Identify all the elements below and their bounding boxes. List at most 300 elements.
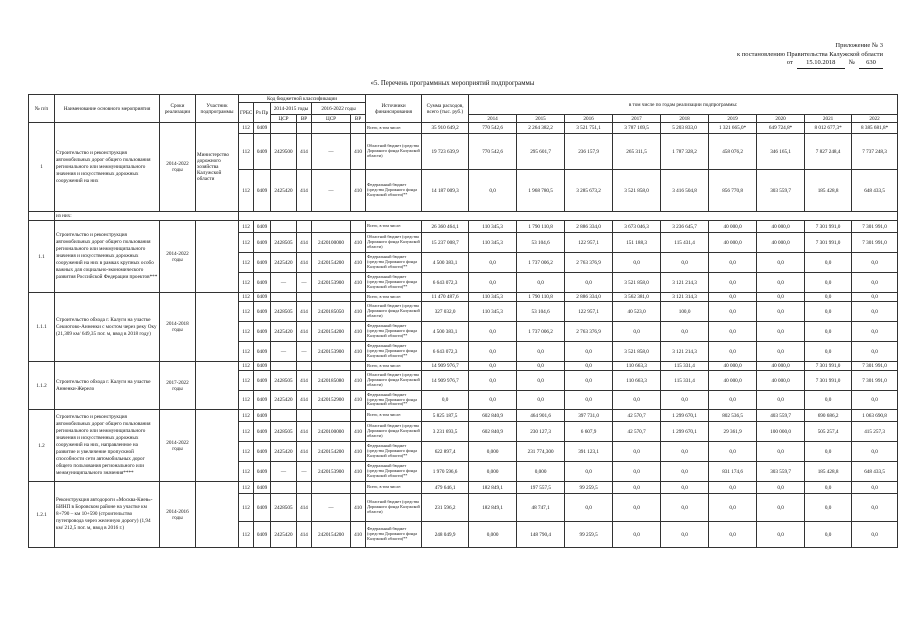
year-value-2015: 231 774,300 — [517, 442, 565, 462]
year-value-2016: 0,0 — [565, 462, 613, 482]
rzpr-code: 0409 — [254, 462, 271, 482]
table-row — [29, 362, 898, 371]
rzpr-code: 0409 — [254, 273, 271, 293]
vr-2016-2022: 410 — [351, 522, 366, 548]
grbs-code: 112 — [239, 422, 254, 442]
year-value-2022: 415 257,3 — [852, 422, 898, 442]
year-value-2019: 0,0 — [709, 522, 757, 548]
year-value-2014: 182 849,1 — [469, 494, 517, 522]
measure-term: 2014-2018 годы — [160, 293, 196, 362]
funding-source: Федеральный бюджет (средства Дорожного фонда Калужской области)** — [366, 522, 422, 548]
incl-row — [29, 212, 898, 221]
year-value-2020: 40 000,0 — [757, 233, 805, 253]
year-value-2020: 0,0 — [757, 302, 805, 322]
year-value-2022: 0,0 — [852, 442, 898, 462]
vr-2014-2015 — [297, 221, 312, 233]
year-value-2018: 100,0 — [661, 302, 709, 322]
year-value-2022: 0,0 — [852, 253, 898, 273]
year-value-2015: 0,0 — [517, 342, 565, 362]
year-value-2015: 148 790,4 — [517, 522, 565, 548]
total-sum: 6 643 072,3 — [422, 273, 469, 293]
year-value-2017: 0,0 — [613, 482, 661, 494]
year-value-2015: 197 557,5 — [517, 482, 565, 494]
vr-2016-2022: 410 — [351, 253, 366, 273]
decree-number: 630 — [859, 59, 883, 69]
year-value-2014: 110 345,3 — [469, 302, 517, 322]
year-value-2020: 0,0 — [757, 293, 805, 302]
year-value-2015: 2 264 382,2 — [517, 123, 565, 134]
csr-2016-2022: 2420153900 — [312, 273, 351, 293]
year-value-2018: 3 121 214,3 — [661, 342, 709, 362]
year-value-2014: 770 542,6 — [469, 134, 517, 170]
year-value-2015: 0,0 — [517, 391, 565, 410]
vr-2014-2015: 414 — [297, 391, 312, 410]
table-head — [29, 95, 898, 123]
grbs-code: 112 — [239, 134, 254, 170]
col-year-2021: 2021 — [805, 115, 852, 123]
csr-2014-2015: 2428505 — [271, 233, 297, 253]
year-value-2014: 770 542,6 — [469, 123, 517, 134]
year-value-2014: 0,0 — [469, 371, 517, 391]
year-value-2020: 403 559,7 — [757, 410, 805, 422]
grbs-code: 112 — [239, 362, 254, 371]
table-row — [29, 221, 898, 233]
rzpr-code: 0409 — [254, 494, 271, 522]
year-value-2019: 40 000,0 — [709, 221, 757, 233]
funding-source: Всего, в том числе: — [366, 221, 422, 233]
vr-2016-2022 — [351, 362, 366, 371]
year-value-2014: 110 345,3 — [469, 233, 517, 253]
grbs-code: 112 — [239, 170, 254, 212]
year-value-2015: 53 104,6 — [517, 233, 565, 253]
year-value-2022: 1 063 690,8 — [852, 410, 898, 422]
year-value-2015: 1 737 006,2 — [517, 253, 565, 273]
page-title: «5. Перечень программных мероприятий подпрограммы — [370, 80, 535, 87]
col-budget-class: Код бюджетной классификации — [239, 95, 366, 103]
year-value-2015: 0,0 — [517, 371, 565, 391]
year-value-2014: 0,0 — [469, 322, 517, 342]
rzpr-code: 0409 — [254, 422, 271, 442]
year-value-2021: 0,0 — [805, 482, 852, 494]
funding-source: Областной бюджет (средства Дорожного фонда Калужской области) — [366, 302, 422, 322]
year-value-2017: 40 523,0 — [613, 302, 661, 322]
rzpr-code: 0409 — [254, 233, 271, 253]
year-value-2016: 99 259,5 — [565, 482, 613, 494]
year-value-2018: 0,0 — [661, 494, 709, 522]
year-value-2019: 29 361,9 — [709, 422, 757, 442]
year-value-2022: 0,0 — [852, 522, 898, 548]
grbs-code: 112 — [239, 233, 254, 253]
year-value-2018: 3 121 314,3 — [661, 293, 709, 302]
year-value-2021: 0,0 — [805, 293, 852, 302]
participant-empty — [196, 221, 239, 293]
csr-2014-2015: 2425420 — [271, 391, 297, 410]
funding-source: Всего, в том числе: — [366, 482, 422, 494]
csr-2016-2022: 2420100000 — [312, 422, 351, 442]
year-value-2019: 802 536,5 — [709, 410, 757, 422]
vr-2016-2022: 410 — [351, 170, 366, 212]
year-value-2021: 0,0 — [805, 342, 852, 362]
year-value-2014: 0,0 — [469, 391, 517, 410]
grbs-code: 112 — [239, 482, 254, 494]
col-year-2018: 2018 — [661, 115, 709, 123]
year-value-2020: 303 559,7 — [757, 462, 805, 482]
vr-2016-2022 — [351, 482, 366, 494]
vr-2016-2022 — [351, 410, 366, 422]
rzpr-code: 0409 — [254, 123, 271, 134]
year-value-2016: 397 731,0 — [565, 410, 613, 422]
year-value-2014: 0,0 — [469, 362, 517, 371]
csr-2016-2022 — [312, 221, 351, 233]
year-value-2020: 0,0 — [757, 342, 805, 362]
year-value-2015: 295 601,7 — [517, 134, 565, 170]
year-value-2019: 0,0 — [709, 302, 757, 322]
rzpr-code: 0409 — [254, 302, 271, 322]
vr-2014-2015: 414 — [297, 170, 312, 212]
rzpr-code: 0409 — [254, 522, 271, 548]
funding-source: Областной бюджет (средства Дорожного фонда Калужской области) — [366, 371, 422, 391]
funding-source: Федеральный бюджет (средства Дорожного фонда Калужской области)** — [366, 442, 422, 462]
csr-2014-2015 — [271, 293, 297, 302]
col-sum: Сумма расходов, всего (тыс. руб.) — [422, 95, 469, 123]
row-number: 1.1 — [29, 221, 55, 293]
year-value-2015: 1 790 110,8 — [517, 221, 565, 233]
year-value-2016: 99 259,5 — [565, 522, 613, 548]
appendix-label: Приложение № 3 — [835, 42, 883, 49]
csr-2016-2022 — [312, 482, 351, 494]
year-value-2022: 0,0 — [852, 322, 898, 342]
vr-2014-2015: 414 — [297, 302, 312, 322]
vr-2014-2015: 414 — [297, 494, 312, 522]
rzpr-code: 0409 — [254, 482, 271, 494]
row-number: 1.2 — [29, 410, 55, 482]
csr-2014-2015 — [271, 221, 297, 233]
grbs-code: 112 — [239, 221, 254, 233]
grbs-code: 112 — [239, 442, 254, 462]
rzpr-code: 0409 — [254, 170, 271, 212]
decree-date-line — [737, 59, 883, 69]
year-value-2015: 0,0 — [517, 273, 565, 293]
total-sum: 11 470 487,6 — [422, 293, 469, 302]
funding-source: Областной бюджет (средства Дорожного фонда Калужской области) — [366, 233, 422, 253]
participant-empty — [196, 410, 239, 482]
csr-2014-2015 — [271, 362, 297, 371]
grbs-code: 112 — [239, 371, 254, 391]
total-sum: 231 596,2 — [422, 494, 469, 522]
funding-source: Федеральный бюджет (средства Дорожного фонда Калужской области)** — [366, 342, 422, 362]
vr-2014-2015 — [297, 293, 312, 302]
year-value-2021: 0,0 — [805, 391, 852, 410]
year-value-2016: 391 123,1 — [565, 442, 613, 462]
grbs-code: 112 — [239, 293, 254, 302]
year-value-2016: 0,0 — [565, 362, 613, 371]
funding-source: Федеральный бюджет (средства Дорожного фонда Калужской области)** — [366, 322, 422, 342]
csr-2016-2022: — — [312, 170, 351, 212]
year-value-2014: 110 345,3 — [469, 293, 517, 302]
csr-2014-2015: — — [271, 342, 297, 362]
year-value-2017: 0,0 — [613, 391, 661, 410]
from-label: от — [786, 59, 793, 67]
row-number: 1 — [29, 123, 55, 212]
vr-2014-2015: 414 — [297, 233, 312, 253]
csr-2016-2022: 2420152900 — [312, 391, 351, 410]
year-value-2017: 42 570,7 — [613, 422, 661, 442]
vr-2014-2015 — [297, 482, 312, 494]
funding-source: Всего, в том числе: — [366, 362, 422, 371]
year-value-2017: 151 188,3 — [613, 233, 661, 253]
measure-name: Строительство обхода г. Калуги на участке Анненки-Жерело — [55, 362, 160, 410]
year-value-2018: 115 331,4 — [661, 362, 709, 371]
vr-2014-2015 — [297, 362, 312, 371]
year-value-2014: 602 840,9 — [469, 410, 517, 422]
rzpr-code: 0409 — [254, 362, 271, 371]
year-value-2019: 0,0 — [709, 273, 757, 293]
year-value-2020: 0,0 — [757, 494, 805, 522]
year-value-2018: 3 236 645,7 — [661, 221, 709, 233]
year-value-2021: 0,0 — [805, 302, 852, 322]
vr-2014-2015: 414 — [297, 253, 312, 273]
total-sum: 1 970 596,6 — [422, 462, 469, 482]
year-value-2018: 0,0 — [661, 482, 709, 494]
year-value-2022: 0,0 — [852, 494, 898, 522]
total-sum: 4 500 383,1 — [422, 253, 469, 273]
vr-2016-2022: 410 — [351, 494, 366, 522]
measure-term: 2014-2016 годы — [160, 482, 196, 548]
vr-2016-2022: 410 — [351, 442, 366, 462]
csr-2014-2015 — [271, 123, 297, 134]
year-value-2014: 0,0 — [469, 342, 517, 362]
year-value-2020: 303 559,7 — [757, 170, 805, 212]
vr-2016-2022: 410 — [351, 422, 366, 442]
year-value-2014: 110 345,3 — [469, 221, 517, 233]
row-number: 1.1.1 — [29, 293, 55, 362]
vr-2016-2022: 410 — [351, 391, 366, 410]
grbs-code: 112 — [239, 522, 254, 548]
year-value-2021: 8 012 677,3* — [805, 123, 852, 134]
year-value-2021: 505 257,4 — [805, 422, 852, 442]
total-sum: 35 910 649,2 — [422, 123, 469, 134]
year-value-2015: 53 104,6 — [517, 302, 565, 322]
year-value-2016: 0,0 — [565, 371, 613, 391]
year-value-2019: 40 000,0 — [709, 362, 757, 371]
year-value-2017: 0,0 — [613, 522, 661, 548]
year-value-2017: 0,0 — [613, 253, 661, 273]
year-value-2022: 8 385 681,8* — [852, 123, 898, 134]
year-value-2022: 0,0 — [852, 482, 898, 494]
csr-2014-2015: — — [271, 462, 297, 482]
year-value-2020: 0,0 — [757, 322, 805, 342]
vr-2014-2015: 414 — [297, 134, 312, 170]
grbs-code: 112 — [239, 494, 254, 522]
funding-source: Федеральный бюджет (средства Дорожного фонда Калужской области)** — [366, 462, 422, 482]
year-value-2016: 2 886 334,0 — [565, 221, 613, 233]
year-value-2020: 100 000,0 — [757, 422, 805, 442]
vr-2014-2015: 414 — [297, 522, 312, 548]
year-value-2022: 0,0 — [852, 342, 898, 362]
year-value-2018: 0,0 — [661, 522, 709, 548]
funding-source: Областной бюджет (средства Дорожного фонда Калужской области) — [366, 134, 422, 170]
year-value-2021: 7 301 991,0 — [805, 371, 852, 391]
rzpr-code: 0409 — [254, 253, 271, 273]
total-sum: 5 825 187,5 — [422, 410, 469, 422]
rzpr-code: 0409 — [254, 221, 271, 233]
year-value-2022: 7 301 991,0 — [852, 362, 898, 371]
csr-2014-2015: 2428505 — [271, 494, 297, 522]
vr-2016-2022: 410 — [351, 322, 366, 342]
year-value-2017: 3 521 858,0 — [613, 273, 661, 293]
year-value-2016: 122 957,1 — [565, 233, 613, 253]
csr-2016-2022: — — [312, 134, 351, 170]
total-sum: 26 360 464,1 — [422, 221, 469, 233]
csr-2016-2022: 2420185080 — [312, 371, 351, 391]
year-value-2019: 0,0 — [709, 342, 757, 362]
year-value-2020: 0,0 — [757, 273, 805, 293]
year-value-2020: 40 000,0 — [757, 371, 805, 391]
csr-2014-2015: 2425420 — [271, 253, 297, 273]
year-value-2020: 40 000,0 — [757, 221, 805, 233]
measure-term: 2014-2022 годы — [160, 410, 196, 482]
year-value-2020: 346 165,1 — [757, 134, 805, 170]
funding-source: Областной бюджет (средства Дорожного фонда Калужской области) — [366, 494, 422, 522]
year-value-2016: 0,0 — [565, 494, 613, 522]
year-value-2016: 2 763 376,9 — [565, 322, 613, 342]
year-value-2019: 0,0 — [709, 442, 757, 462]
year-value-2018: 115 431,4 — [661, 233, 709, 253]
year-value-2021: 185 428,8 — [805, 170, 852, 212]
year-value-2021: 0,0 — [805, 253, 852, 273]
year-value-2018: 0,0 — [661, 253, 709, 273]
csr-2014-2015 — [271, 410, 297, 422]
col-year-2019: 2019 — [709, 115, 757, 123]
csr-2016-2022 — [312, 293, 351, 302]
incl-label: из них: — [55, 212, 239, 221]
decree-label: к постановлению Правительства Калужской области — [737, 50, 883, 58]
measure-name: Строительство и реконструкция автомобильных дорог общего пользования регионального или межмуниципального значения и искусственных дорожных сооружений на них, направленное на развитие и увеличение пропускной способности сети автомобильных дорог общего пользования регионального или межмуниципального значения**** — [55, 410, 160, 482]
col-years-2014-2015: 2014-2015 годы — [271, 103, 312, 115]
year-value-2017: 0,0 — [613, 494, 661, 522]
total-sum: 14 909 976,7 — [422, 362, 469, 371]
col-by-years: в том числе по годам реализации подпрограммы: — [469, 95, 898, 115]
year-value-2018: 3 121 214,3 — [661, 273, 709, 293]
year-value-2014: 602 840,9 — [469, 422, 517, 442]
csr-2014-2015 — [271, 482, 297, 494]
csr-2016-2022: 2420153900 — [312, 462, 351, 482]
year-value-2017: 0,0 — [613, 462, 661, 482]
year-value-2016: 2 886 334,0 — [565, 293, 613, 302]
year-value-2018: 1 787 328,2 — [661, 134, 709, 170]
year-value-2014: 182 849,1 — [469, 482, 517, 494]
year-value-2018: 5 203 833,0 — [661, 123, 709, 134]
year-value-2019: 0,0 — [709, 494, 757, 522]
year-value-2015: 0,0 — [517, 362, 565, 371]
year-value-2018: 115 331,4 — [661, 371, 709, 391]
incl-fill — [239, 212, 898, 221]
csr-2014-2015: 2425420 — [271, 522, 297, 548]
measure-name: Строительство и реконструкция автомобильных дорог общего пользования регионального или межмуниципального значения и искусственных дорожных сооружений на них — [55, 123, 160, 212]
year-value-2017: 3 673 046,3 — [613, 221, 661, 233]
csr-2014-2015: 2425420 — [271, 322, 297, 342]
total-sum: 15 237 008,7 — [422, 233, 469, 253]
csr-2014-2015: 2428505 — [271, 371, 297, 391]
year-value-2014: 0,0 — [469, 170, 517, 212]
csr-2014-2015: 2425420 — [271, 170, 297, 212]
funding-source: Всего, в том числе: — [366, 123, 422, 134]
vr-2014-2015: 414 — [297, 371, 312, 391]
year-value-2022: 7 301 991,0 — [852, 371, 898, 391]
total-sum: 248 049,9 — [422, 522, 469, 548]
year-value-2022: 0,0 — [852, 302, 898, 322]
row-number: 1.2.1 — [29, 482, 55, 548]
rzpr-code: 0409 — [254, 442, 271, 462]
rzpr-code: 0409 — [254, 293, 271, 302]
year-value-2017: 42 570,7 — [613, 410, 661, 422]
year-value-2018: 3 416 504,8 — [661, 170, 709, 212]
vr-2016-2022 — [351, 293, 366, 302]
funding-source: Федеральный бюджет (средства Дорожного фонда Калужской области)** — [366, 170, 422, 212]
csr-2016-2022 — [312, 362, 351, 371]
csr-2016-2022: 2420154200 — [312, 253, 351, 273]
vr-2016-2022: 410 — [351, 462, 366, 482]
year-value-2021: 0,0 — [805, 273, 852, 293]
year-value-2019: 40 000,0 — [709, 371, 757, 391]
measure-term: 2014-2022 годы — [160, 221, 196, 293]
total-sum: 0,0 — [422, 391, 469, 410]
decree-date: 15.10.2018 — [797, 59, 845, 69]
year-value-2015: 48 747,1 — [517, 494, 565, 522]
year-value-2015: 464 901,6 — [517, 410, 565, 422]
year-value-2020: 0,0 — [757, 391, 805, 410]
vr-2014-2015: 414 — [297, 322, 312, 342]
year-value-2021: 7 301 991,0 — [805, 233, 852, 253]
year-value-2021: 0,0 — [805, 494, 852, 522]
measure-participant: Министерство дорожного хозяйства Калужской области — [196, 123, 239, 212]
vr-2016-2022: 410 — [351, 371, 366, 391]
measure-term: 2017-2022 годы — [160, 362, 196, 410]
year-value-2018: 0,0 — [661, 391, 709, 410]
total-sum: 3 231 693,5 — [422, 422, 469, 442]
csr-2014-2015: 2428505 — [271, 302, 297, 322]
year-value-2021: 0,0 — [805, 442, 852, 462]
table-body — [29, 123, 898, 548]
year-value-2021: 0,0 — [805, 322, 852, 342]
year-value-2021: 7 301 991,0 — [805, 362, 852, 371]
year-value-2016: 0,0 — [565, 273, 613, 293]
year-value-2022: 0,0 — [852, 293, 898, 302]
year-value-2016: 0,0 — [565, 391, 613, 410]
measure-name: Реконструкция автодороги «Москва-Киев»-БИНП в Боровском районе на участке км 8+790 – км 10+590 (строительство путепровода через железную дорогу) (1,94 км/ 212,5 пог. м, ввод в 2016 г.) — [55, 482, 160, 548]
participant-empty — [196, 482, 239, 548]
funding-source: Всего, в том числе: — [366, 410, 422, 422]
year-value-2014: 0,000 — [469, 462, 517, 482]
rzpr-code: 0409 — [254, 410, 271, 422]
year-value-2017: 3 562 381,0 — [613, 293, 661, 302]
csr-2016-2022: 2420153900 — [312, 342, 351, 362]
year-value-2018: 1 299 670,1 — [661, 410, 709, 422]
year-value-2022: 7 737 248,3 — [852, 134, 898, 170]
year-value-2019: 0,0 — [709, 322, 757, 342]
year-value-2014: 0,000 — [469, 522, 517, 548]
year-value-2022: 0,0 — [852, 273, 898, 293]
col-grbs: ГРБС — [239, 103, 254, 123]
csr-2014-2015: 2429500 — [271, 134, 297, 170]
year-value-2020: 649 724,8* — [757, 123, 805, 134]
grbs-code: 112 — [239, 391, 254, 410]
col-term: Сроки реализации — [160, 95, 196, 123]
csr-2016-2022: 2420154200 — [312, 522, 351, 548]
vr-2016-2022: 410 — [351, 273, 366, 293]
participant-empty — [196, 293, 239, 362]
col-vr-2: ВР — [351, 115, 366, 123]
